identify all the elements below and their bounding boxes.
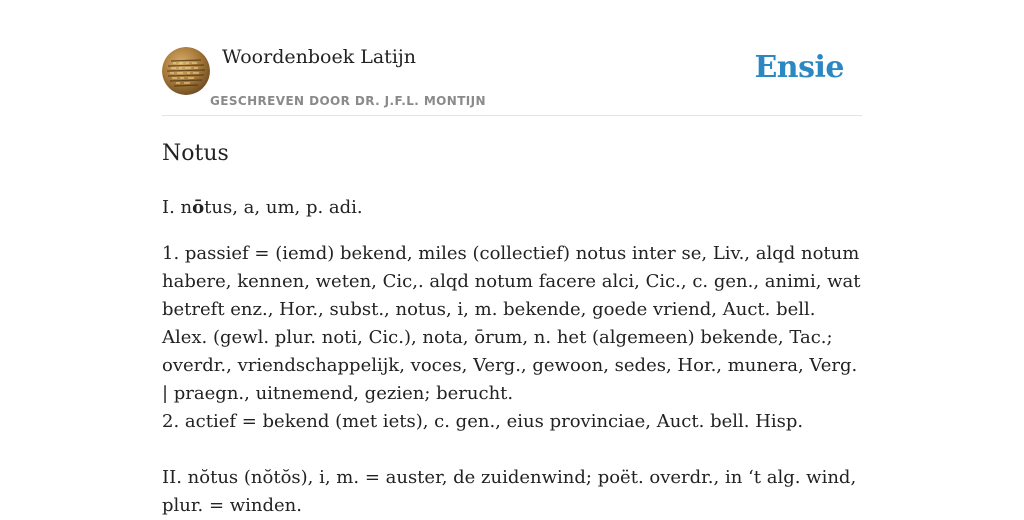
headline-rest: tus, a, um, p. adi. xyxy=(204,197,363,218)
second-entry: II. nŏtus (nŏtŏs), i, m. = auster, de zuidenwind; poët. overdr., in ʻt alg. wind, plur. = winden. xyxy=(162,467,857,516)
ensie-logo[interactable]: Ensie xyxy=(754,50,844,85)
headline-prefix: I. n xyxy=(162,197,193,218)
book-author: GESCHREVEN DOOR DR. J.F.L. MONTIJN xyxy=(210,94,486,108)
entry-title: Notus xyxy=(162,141,229,166)
sense-2: 2. actief = bekend (met iets), c. gen., eius provinciae, Auct. bell. Hisp. xyxy=(162,411,804,432)
sense-1: 1. passief = (iemd) bekend, miles (collectief) notus inter se, Liv., alqd notum habere, kennen, weten, Cic,. alqd notum facere alci, Cic., c. gen., animi, wat betreft enz., Hor., subst., notus, i, m. bekende, goede vriend, Auct. bell. Alex. (gewl. plur. noti, Cic.), nota, ōrum, n. het (algemeen) bekende, Tac.; overdr., vriendschappelijk, voces, Verg., gewoon, sedes, Hor., munera, Verg. | praegn., uitnemend, gezien; berucht. xyxy=(162,243,861,404)
book-title[interactable]: Woordenboek Latijn xyxy=(222,46,417,68)
book-logo-icon[interactable] xyxy=(162,47,210,95)
site-header xyxy=(162,0,862,116)
headline-stressed-vowel: ō xyxy=(192,197,205,218)
entry-body xyxy=(162,194,862,520)
entry-headline xyxy=(162,194,862,222)
latin-inscription-coin-icon xyxy=(162,47,210,95)
page-container xyxy=(162,0,862,516)
